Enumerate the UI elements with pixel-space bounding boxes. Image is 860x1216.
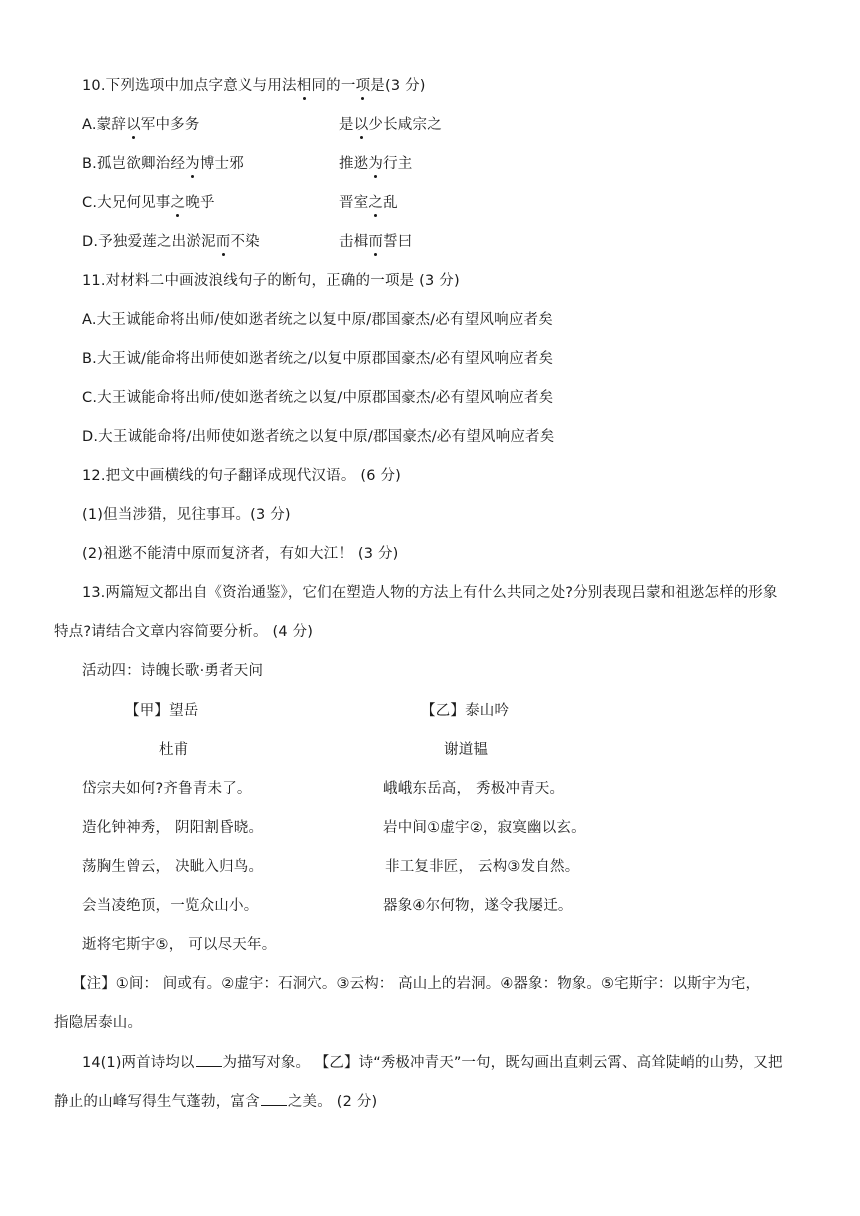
poem-b-line: 峨峨东岳高， 秀极冲青天。 xyxy=(383,781,565,797)
q14-stem-line1: 14(1)两首诗均以 为描写对象。 【乙】诗“秀极冲青天”一句，既勾画出直刺云霄、高耸陡峭的山势，又把 xyxy=(82,1052,783,1073)
poem-b-title: 【乙】泰山吟 xyxy=(421,703,510,719)
q11-option-b: B.大王诚/能命将出师使如逖者统之/以复中原郡国豪杰/必有望风响应者矣 xyxy=(82,351,554,367)
answer-blank[interactable] xyxy=(261,1091,287,1106)
answer-blank[interactable] xyxy=(196,1052,222,1067)
q12-item-2: (2)祖逖不能清中原而复济者，有如大江！ (3 分) xyxy=(82,546,399,562)
q10-option-b-right: 推逖为行主 xyxy=(339,156,413,172)
emphasis-dot-char: 相 xyxy=(296,78,312,94)
q13-stem-line2: 特点?请结合文章内容简要分析。 (4 分) xyxy=(54,624,314,640)
poem-a-title: 【甲】望岳 xyxy=(125,703,199,719)
q10-option-d-left: D.予独爱莲之出淤泥而不染 xyxy=(82,234,260,250)
q10-option-a-right: 是以少长咸宗之 xyxy=(339,117,442,133)
q11-option-a: A.大王诚能命将出师/使如逖者统之以复中原/郡国豪杰/必有望风响应者矣 xyxy=(82,312,553,328)
poem-a-line: 岱宗夫如何?齐鲁青未了。 xyxy=(82,781,252,797)
poem-notes-line2: 指隐居泰山。 xyxy=(54,1015,143,1031)
emphasis-dot-char: 而 xyxy=(215,234,231,250)
q12-stem: 12.把文中画横线的句子翻译成现代汉语。 (6 分) xyxy=(82,468,402,484)
poem-b-line: 逝将宅斯宇⑤， 可以尽天年。 xyxy=(82,937,277,953)
q10-stem: 10.下列选项中加点字意义与用法相同的一项是(3 分) xyxy=(82,78,426,94)
q12-item-1: (1)但当涉猎，见往事耳。(3 分) xyxy=(82,507,291,523)
emphasis-dot-char: 而 xyxy=(368,234,384,250)
q10-option-d-right: 击楫而誓曰 xyxy=(339,234,413,250)
poem-a-line: 荡胸生曾云， 决眦入归鸟。 xyxy=(82,859,264,875)
emphasis-dot-char: 之 xyxy=(170,195,186,211)
emphasis-dot-char: 为 xyxy=(368,156,384,172)
activity-heading: 活动四：诗魄长歌·勇者天问 xyxy=(82,663,264,679)
poem-b-author: 谢道韫 xyxy=(444,742,489,758)
q10-option-c-left: C.大兄何见事之晚乎 xyxy=(82,195,215,211)
poem-b-line: 岩中间①虚宇②，寂寞幽以玄。 xyxy=(383,820,586,836)
q11-option-c: C.大王诚能命将出师/使如逖者统之以复/中原郡国豪杰/必有望风响应者矣 xyxy=(82,390,554,406)
q13-stem-line1: 13.两篇短文都出自《资治通鉴》，它们在塑造人物的方法上有什么共同之处?分别表现吕蒙和祖逖怎样的形象 xyxy=(82,585,778,601)
poem-b-line: 器象④尔何物，遂令我屡迁。 xyxy=(383,898,573,914)
q11-stem: 11.对材料二中画波浪线句子的断句，正确的一项是 (3 分) xyxy=(82,273,460,289)
q10-option-a-left: A.蒙辞以军中多务 xyxy=(82,117,200,133)
emphasis-dot-char: 项 xyxy=(355,78,371,94)
q10-option-c-right: 晋室之乱 xyxy=(339,195,398,211)
poem-a-line: 造化钟神秀， 阴阳割昏晓。 xyxy=(82,820,264,836)
emphasis-dot-char: 为 xyxy=(185,156,200,172)
emphasis-dot-char: 以 xyxy=(353,117,369,133)
emphasis-dot-char: 以 xyxy=(126,117,141,133)
poem-b-line: 非工复非匠， 云构③发自然。 xyxy=(385,859,580,875)
poem-a-author: 杜甫 xyxy=(159,742,189,758)
poem-a-line: 会当凌绝顶，一览众山小。 xyxy=(82,898,259,914)
q11-option-d: D.大王诚能命将/出师使如逖者统之以复中原/郡国豪杰/必有望风响应者矣 xyxy=(82,429,555,445)
poem-notes-line1: 【注】①间： 间或有。②虚宇：石洞穴。③云构： 高山上的岩洞。④器象：物象。⑤宅斯宇：以斯宇为宅， xyxy=(72,976,761,992)
q10-option-b-left: B.孤岂欲卿治经为博士邪 xyxy=(82,156,244,172)
q14-stem-line2: 静止的山峰写得生气蓬勃，富含 之美。 (2 分) xyxy=(54,1091,377,1112)
emphasis-dot-char: 之 xyxy=(368,195,384,211)
